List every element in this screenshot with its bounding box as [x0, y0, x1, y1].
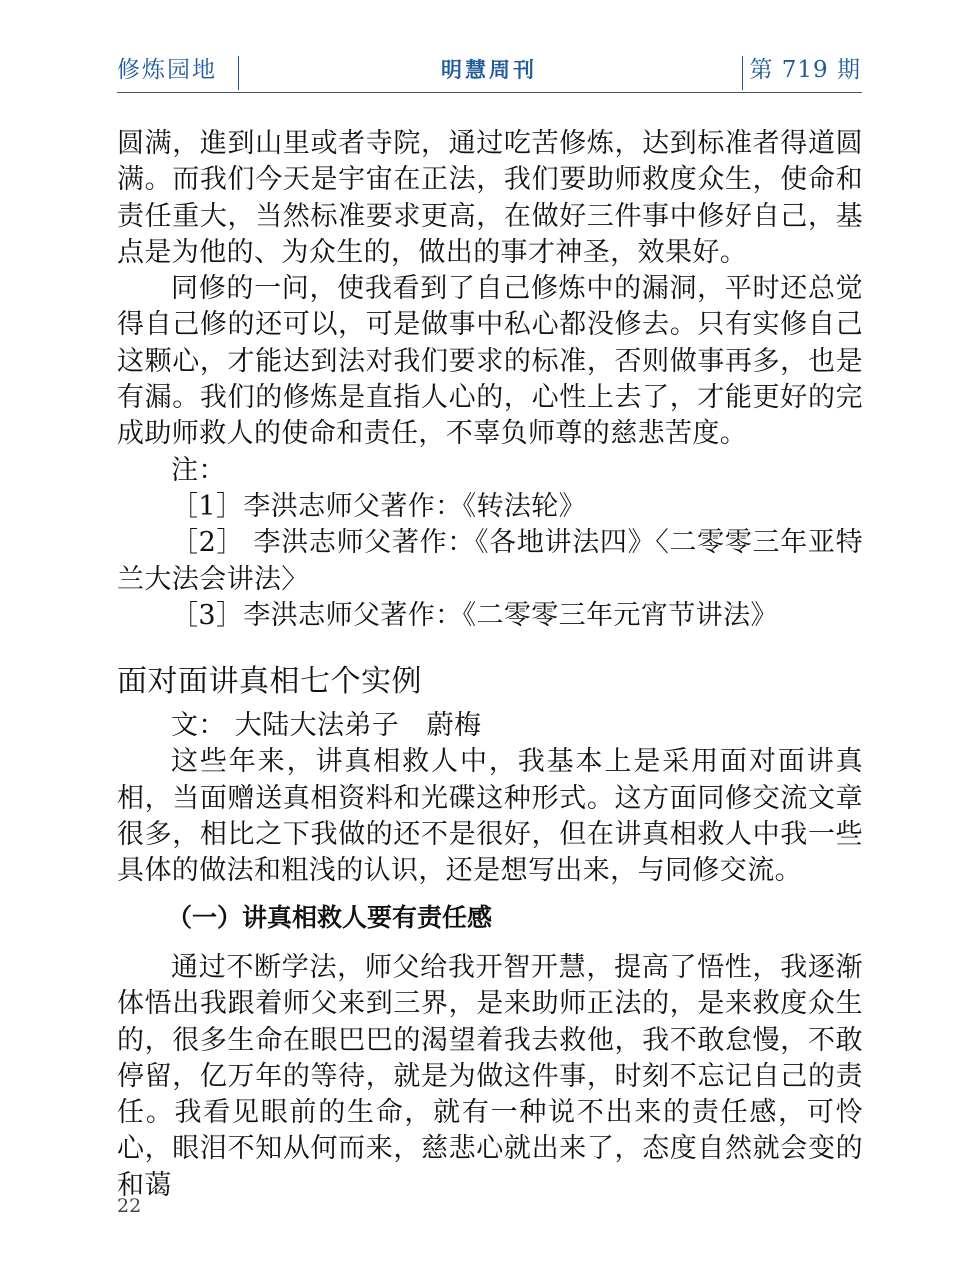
header-section-name: 修炼园地 — [117, 57, 217, 83]
article-title: 面对面讲真相七个实例 — [117, 664, 422, 699]
header-rule — [117, 92, 862, 93]
header-publication-title: 明慧周刊 — [441, 58, 537, 82]
note-item-2: ［2］ 李洪志师父著作：《各地讲法四》〈二零零三年亚特兰大法会讲法〉 — [117, 527, 863, 595]
article-byline: 文： 大陆大法弟子 蔚梅 — [171, 710, 482, 741]
page-number: 22 — [117, 1195, 142, 1217]
article-intro-block — [117, 708, 863, 889]
top-text-block — [117, 126, 863, 634]
notes-label: 注： — [171, 454, 226, 486]
article-intro: 这些年来，讲真相救人中，我基本上是采用面对面讲真相，当面赠送真相资料和光碟这种形式。这方面同修交流文章很多，相比之下我做的还不是很好，但在讲真相救人中我一些具体的做法和粗浅的认识，还是想写出来，与同修交流。 — [117, 746, 863, 887]
article-body-paragraph: 通过不断学法，师父给我开智开慧，提高了悟性，我逐渐体悟出我跟着师父来到三界，是来助师正法的，是来救度众生的，很多生命在眼巴巴的渴望着我去救他，我不敢怠慢，不敢停留，亿万年的等待，就是为做这件事，时刻不忘记自己的责任。我看见眼前的生命，就有一种说不出来的责任感，可怜心，眼泪不知从何而来，慈悲心就出来了，态度自然就会变的和蔼 — [117, 952, 863, 1201]
note-item-1: ［1］李洪志师父著作：《转法轮》 — [171, 490, 587, 522]
note-item-3: ［3］李洪志师父著作：《二零零三年元宵节讲法》 — [171, 599, 778, 631]
header-issue-number: 第 719 期 — [749, 57, 861, 83]
article-subheading: （一）讲真相救人要有责任感 — [167, 903, 493, 932]
paragraph: 同修的一问，使我看到了自己修炼中的漏洞，平时还总觉得自己修的还可以，可是做事中私心都没修去。只有实修自己这颗心，才能达到法对我们要求的标准，否则做事再多，也是有漏。我们的修炼是直指人心的，心性上去了，才能更好的完成助师救人的使命和责任，不辜负师尊的慈悲苦度。 — [117, 273, 863, 450]
header-divider-right — [742, 56, 743, 90]
article-body-block — [117, 950, 863, 1204]
paragraph-continued: 圆满，進到山里或者寺院，通过吃苦修炼，达到标准者得道圆满。而我们今天是宇宙在正法，我们要助师救度众生，使命和责任重大，当然标准要求更高，在做好三件事中修好自己，基点是为他的、为众生的，做出的事才神圣，效果好。 — [117, 128, 863, 268]
